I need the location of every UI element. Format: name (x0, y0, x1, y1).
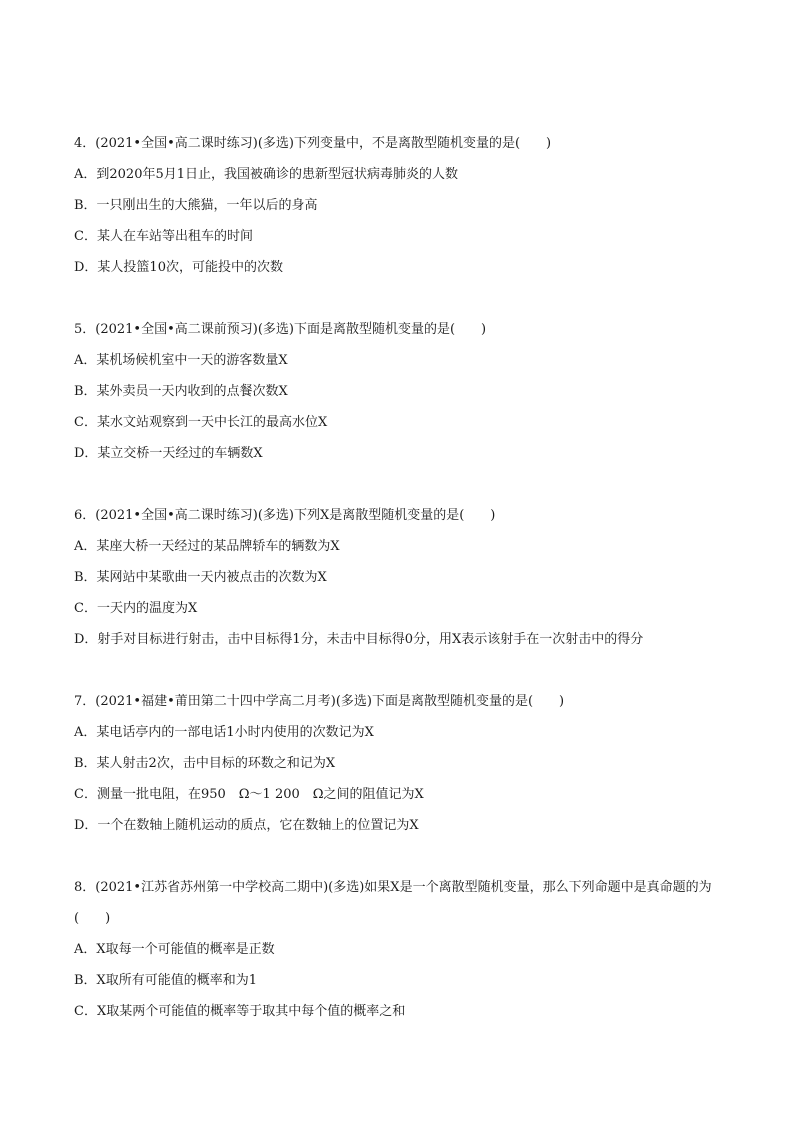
option-b: B．一只刚出生的大熊猫，一年以后的身高 (74, 198, 318, 213)
option-a: A．X取每一个可能值的概率是正数 (74, 942, 275, 957)
option-c: C．一天内的温度为X (74, 601, 198, 616)
option-b: B．某网站中某歌曲一天内被点击的次数为X (74, 570, 327, 585)
option-d: D．射手对目标进行射击，击中目标得1分，未击中目标得0分，用X表示该射手在一次射击中的得分 (74, 632, 644, 647)
question-gap (74, 283, 734, 314)
question-7 (74, 686, 734, 841)
option-a: A．某电话亭内的一部电话1小时内使用的次数记为X (74, 725, 374, 740)
option-b: B．某外卖员一天内收到的点餐次数X (74, 384, 288, 399)
option-a: A．某座大桥一天经过的某品牌轿车的辆数为X (74, 539, 340, 554)
option-c: C．某水文站观察到一天中长江的最高水位X (74, 415, 328, 430)
option-a: A．某机场候机室中一天的游客数量X (74, 353, 288, 368)
question-4 (74, 128, 734, 283)
option-b: B．X取所有可能值的概率和为1 (74, 973, 258, 988)
option-c: C．X取某两个可能值的概率等于取其中每个值的概率之和 (74, 1004, 406, 1019)
question-stem: 7．(2021•福建•莆田第二十四中学高二月考)(多选)下面是离散型随机变量的是( ) (74, 694, 565, 709)
option-d: D．某人投篮10次，可能投中的次数 (74, 260, 283, 275)
question-gap (74, 655, 734, 686)
option-b: B．某人射击2次，击中目标的环数之和记为X (74, 756, 336, 771)
question-6 (74, 500, 734, 655)
question-gap (74, 841, 734, 872)
option-d: D．一个在数轴上随机运动的质点，它在数轴上的位置记为X (74, 818, 419, 833)
option-a: A．到2020年5月1日止，我国被确诊的患新型冠状病毒肺炎的人数 (74, 167, 459, 182)
question-gap (74, 469, 734, 500)
document-page (74, 128, 734, 1027)
option-c: C．某人在车站等出租车的时间 (74, 229, 253, 244)
question-stem: 4．(2021•全国•高二课时练习)(多选)下列变量中，不是离散型随机变量的是( ) (74, 136, 552, 151)
question-stem: 5．(2021•全国•高二课前预习)(多选)下面是离散型随机变量的是( ) (74, 322, 487, 337)
question-8 (74, 872, 734, 1027)
option-d: D．某立交桥一天经过的车辆数X (74, 446, 263, 461)
question-stem: 6．(2021•全国•高二课时练习)(多选)下列X是离散型随机变量的是( ) (74, 508, 496, 523)
question-5 (74, 314, 734, 469)
option-c: C．测量一批电阻，在950 Ω～1 200 Ω之间的阻值记为X (74, 787, 424, 802)
question-stem: 8．(2021•江苏省苏州第一中学校高二期中)(多选)如果X是一个离散型随机变量，那么下列命题中是真命题的为( ) (74, 880, 712, 926)
